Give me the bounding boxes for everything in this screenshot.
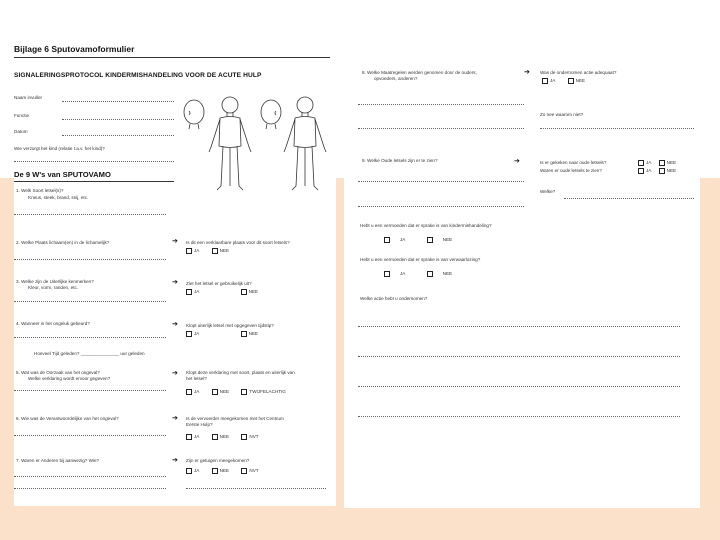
checkbox-icon[interactable] [427, 237, 433, 243]
suspect-neglect-options [384, 271, 463, 277]
q7-right-question: Zijn er getuigen meegekomen? [186, 458, 250, 463]
arrow-icon: ➔ [514, 158, 520, 165]
q7-option-nvt[interactable]: NVT [241, 468, 258, 474]
q9-2-option-no[interactable]: NEE [659, 168, 676, 174]
q9-answer-line-2[interactable] [358, 206, 524, 207]
q8-if-not-line[interactable] [540, 128, 694, 129]
action-line-2[interactable] [358, 356, 680, 357]
q8-right-question: Was de ondernomen actie adequaat? [540, 70, 617, 75]
title-underline [14, 57, 330, 58]
q5-options [186, 389, 297, 395]
q5-option-no[interactable]: NEE [212, 389, 229, 395]
form-page-right [344, 56, 700, 508]
q9-welke: Welke? [540, 189, 556, 194]
checkbox-icon[interactable] [212, 434, 218, 440]
q8-options [542, 78, 596, 84]
checkbox-icon[interactable] [186, 434, 192, 440]
why-question: Wie verzorgt het kind (relatie t.a.v. het kind)? [14, 146, 105, 151]
body-diagram [180, 94, 330, 206]
suspect-neglect-question: Hebt u een vermoeden dat er sprake is van verwaarlozing? [360, 257, 481, 262]
neglect-option-no[interactable]: NEE [427, 271, 452, 277]
q6-option-nvt[interactable]: NVT [241, 434, 258, 440]
q3-option-yes[interactable]: JA [186, 289, 199, 295]
q7-options [186, 468, 270, 474]
q8-option-no[interactable]: NEE [568, 78, 585, 84]
q6-option-no[interactable]: NEE [212, 434, 229, 440]
q7-answer-line-2[interactable] [14, 488, 166, 489]
q5-option-twijfel[interactable]: TWIJFELACHTIG [241, 389, 286, 395]
action-line-1[interactable] [358, 326, 680, 327]
q4-option-no[interactable]: NEE [241, 331, 258, 337]
field-line-naam[interactable] [62, 101, 174, 102]
q4-option-yes[interactable]: JA [186, 331, 199, 337]
q6-right-question-2: Eerste Hulp? [186, 422, 213, 427]
q1-label: 1. Welk Soort letsel(s)? [16, 188, 64, 193]
checkbox-icon[interactable] [427, 271, 433, 277]
q4-label: 4. Wanneer is het ongeluk gebeurd? [16, 321, 90, 326]
q6-option-yes[interactable]: JA [186, 434, 199, 440]
checkbox-icon[interactable] [568, 78, 574, 84]
q1-answer-line[interactable] [14, 214, 166, 215]
q2-label: 2. Welke Plaats lichaam(en) in de lichamelijk? [16, 240, 110, 245]
hoeveel-tijd: Hoeveel Tijd geleden? _______________ uur geleden [34, 351, 145, 356]
checkbox-icon[interactable] [241, 289, 247, 295]
form-title: Bijlage 6 Sputovamoformulier [14, 44, 135, 54]
checkbox-icon[interactable] [384, 271, 390, 277]
q8-label-1: 8. Welke Maatregelen werden genomen door de ouders, [362, 70, 477, 75]
q9-answer-line-1[interactable] [358, 181, 524, 182]
q4-options [186, 331, 269, 337]
arrow-icon: ➔ [172, 457, 178, 464]
checkbox-icon[interactable] [638, 160, 644, 166]
checkbox-icon[interactable] [212, 389, 218, 395]
q6-label: 6. Wie was de Verantwoordelijke van het ongeval? [16, 416, 119, 421]
arrow-icon: ➔ [172, 238, 178, 245]
why-line[interactable] [14, 161, 174, 162]
q8-if-not: Zo nee waarom niet? [540, 112, 584, 117]
checkbox-icon[interactable] [542, 78, 548, 84]
arrow-icon: ➔ [172, 415, 178, 422]
q8-answer-line-1[interactable] [358, 104, 524, 105]
q2-option-yes[interactable]: JA [186, 248, 199, 254]
section-underline [14, 181, 174, 182]
arrow-icon: ➔ [172, 279, 178, 286]
suspect-abuse-question: Hebt u een vermoeden dat er sprake is van kindermishandeling? [360, 223, 492, 228]
field-line-functie[interactable] [62, 119, 174, 120]
q9-label: 9. Welke Oude letsels zijn er te zien? [362, 158, 438, 163]
q9-options-2 [638, 168, 676, 174]
q7-answer-line-1[interactable] [14, 476, 166, 477]
q9-right-question-1: Is er gekeken naar oude letsels? [540, 160, 607, 165]
abuse-option-no[interactable]: NEE [427, 237, 452, 243]
q5-answer-line[interactable] [14, 390, 166, 391]
q6-right-question-1: Is de vervoerder meegekomen met het Centrum [186, 416, 284, 421]
q5-right-question-2: het letsel? [186, 376, 207, 381]
q7-label: 7. Waren er Anderen bij aanwezig? Wie? [16, 458, 100, 463]
q1-sublabel: Kneus, steek, brand, snij, etc. [28, 195, 89, 200]
checkbox-icon[interactable] [186, 468, 192, 474]
action-line-3[interactable] [358, 386, 680, 387]
checkbox-icon[interactable] [186, 389, 192, 395]
q2-options [186, 248, 240, 254]
checkbox-icon[interactable] [212, 248, 218, 254]
q9-1-option-no[interactable]: NEE [659, 160, 676, 166]
neglect-option-yes[interactable]: JA [384, 271, 405, 277]
checkbox-icon[interactable] [186, 331, 192, 337]
head-right-view-icon [261, 100, 281, 129]
q4-answer-line[interactable] [14, 337, 166, 338]
checkbox-icon[interactable] [186, 289, 192, 295]
q5-sublabel: Welke verklaring wordt ervoor gegeven? [28, 376, 111, 381]
q3-label: 3. Welke zijn de Uiterlijke kenmerken? [16, 279, 94, 284]
checkbox-icon[interactable] [384, 237, 390, 243]
q6-options [186, 434, 270, 440]
checkbox-icon[interactable] [659, 168, 665, 174]
q9-right-question-2: Waren er oude letsels te zien? [540, 168, 602, 173]
action-question: Welke actie hebt u ondernomen? [360, 296, 428, 301]
q7-right-line[interactable] [186, 488, 326, 489]
q8-option-yes[interactable]: JA [542, 78, 555, 84]
field-label-datum: Datum [14, 129, 28, 134]
arrow-icon: ➔ [172, 321, 178, 328]
checkbox-icon[interactable] [241, 389, 247, 395]
q2-right-question: Is dit een verklaarbare plaats voor dit soort letsels? [186, 240, 290, 245]
q9-1-option-yes[interactable]: JA [638, 160, 651, 166]
arrow-icon: ➔ [172, 370, 178, 377]
checkbox-icon[interactable] [659, 160, 665, 166]
child-front-view-icon [209, 97, 251, 190]
action-line-4[interactable] [358, 416, 680, 417]
q3-sublabel: Kleur, vorm, randen, etc. [28, 285, 79, 290]
head-left-view-icon [184, 100, 204, 129]
q7-option-yes[interactable]: JA [186, 468, 199, 474]
checkbox-icon[interactable] [241, 434, 247, 440]
q6-answer-line[interactable] [14, 435, 166, 436]
form-page-left [14, 40, 336, 506]
checkbox-icon[interactable] [186, 248, 192, 254]
q3-answer-line[interactable] [14, 301, 166, 302]
checkbox-icon[interactable] [241, 331, 247, 337]
checkbox-icon[interactable] [241, 468, 247, 474]
field-line-datum[interactable] [62, 135, 174, 136]
q3-right-question: Ziet het letsel er gebruikelijk uit? [186, 281, 252, 286]
arrow-icon: ➔ [524, 69, 530, 76]
section-title: De 9 W's van SPUTOVAMO [14, 170, 111, 179]
field-label-naam: Naam invuller [14, 95, 43, 100]
abuse-option-yes[interactable]: JA [384, 237, 405, 243]
q9-welke-line[interactable] [564, 198, 694, 199]
q8-answer-line-2[interactable] [358, 128, 524, 129]
q3-options [186, 289, 269, 295]
checkbox-icon[interactable] [638, 168, 644, 174]
q4-right-question: Klopt uiterlijk letsel met opgegeven tijdstip? [186, 323, 274, 328]
checkbox-icon[interactable] [212, 468, 218, 474]
suspect-abuse-options [384, 237, 463, 243]
q3-option-no[interactable]: NEE [241, 289, 258, 295]
q5-label: 5. Wat was de Oorzaak van het ongeval? [16, 370, 100, 375]
q5-right-question-1: Klopt deze verklaring met soort, plaats en uiterlijk van [186, 370, 295, 375]
q9-options-1 [638, 160, 676, 166]
q7-option-no[interactable]: NEE [212, 468, 229, 474]
q9-2-option-yes[interactable]: JA [638, 168, 651, 174]
field-label-functie: Functie [14, 113, 30, 118]
protocol-heading: SIGNALERINGSPROTOCOL KINDERMISHANDELING VOOR DE ACUTE HULP [14, 72, 262, 79]
q2-option-no[interactable]: NEE [212, 248, 229, 254]
child-back-view-icon [284, 97, 326, 190]
q8-label-2: opvoeders, anderen? [374, 76, 418, 81]
q5-option-yes[interactable]: JA [186, 389, 199, 395]
q2-answer-line[interactable] [14, 259, 166, 260]
